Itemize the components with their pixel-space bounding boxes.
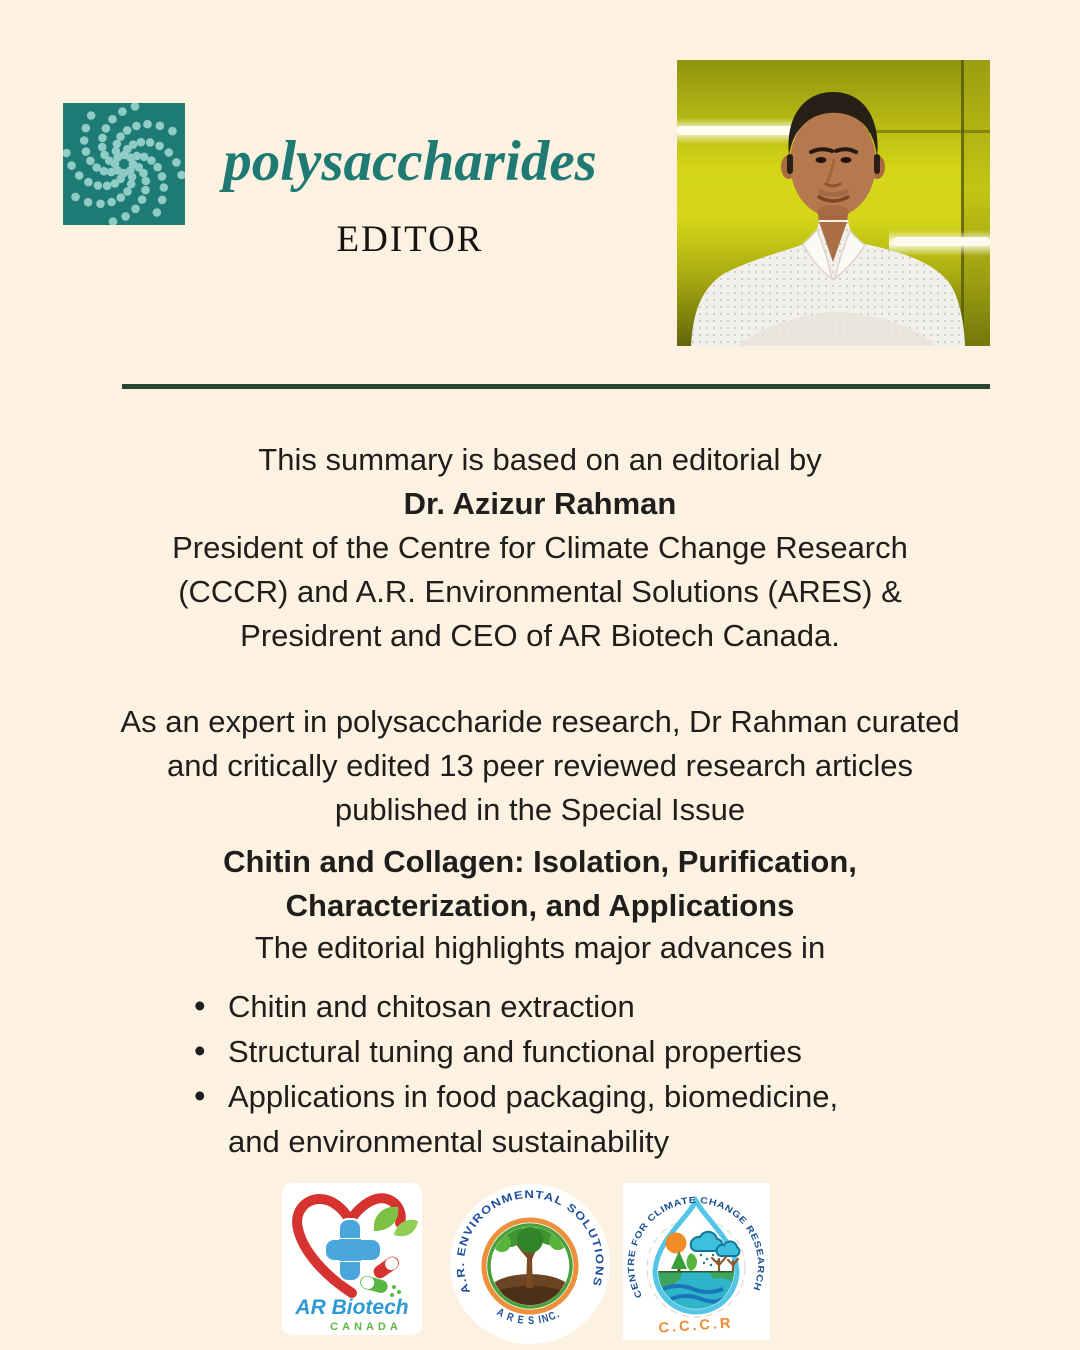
role-label: EDITOR	[336, 219, 484, 260]
panel-line-horizontal	[857, 130, 990, 133]
special-issue-title-line: Characterization, and Applications	[285, 888, 795, 923]
highlights-list	[170, 984, 870, 1164]
ar-biotech-country: CANADA	[330, 1321, 402, 1333]
cccr-acronym: C.C.C.R	[658, 1315, 734, 1337]
special-issue-title-line: Chitin and Collagen: Isolation, Purification,	[223, 844, 857, 879]
editor-name: Dr. Azizur Rahman	[403, 486, 677, 521]
affiliation-line: (CCCR) and A.R. Environmental Solutions (ARES) &	[178, 574, 902, 609]
highlights-intro: The editorial highlights major advances in	[254, 930, 826, 965]
ares-logo-icon	[450, 1184, 610, 1344]
editorial-paragraph	[0, 700, 1080, 832]
panel-line-vertical	[961, 60, 964, 346]
highlight-item: • Applications in food packaging, biomedicine, and environmental sustainability	[170, 1074, 870, 1164]
cccr-arc-text: CENTRE FOR CLIMATE CHANGE RESEARCH	[625, 1194, 767, 1300]
ares-arc-text: A.R. ENVIRONMENTAL SOLUTIONS	[454, 1188, 606, 1296]
light-strip-right	[893, 237, 990, 246]
light-strip-left	[677, 126, 799, 135]
editor-portrait-photo	[677, 60, 990, 346]
highlight-item: • Chitin and chitosan extraction	[170, 984, 870, 1029]
special-issue-title	[0, 840, 1080, 928]
journal-title: polysaccharides	[223, 130, 597, 193]
cccr-logo-icon	[623, 1183, 770, 1340]
sun-icon	[666, 1233, 687, 1254]
intro-line: This summary is based on an editorial by	[258, 442, 822, 477]
affiliation-line: President of the Centre for Climate Change Research	[172, 530, 908, 565]
ar-biotech-logo-icon	[282, 1183, 422, 1335]
summary-block	[0, 438, 1080, 658]
paragraph-line: and critically edited 13 peer reviewed research articles	[166, 748, 914, 783]
paragraph-line: published in the Special Issue	[334, 792, 746, 827]
ar-biotech-wordmark: AR Biotech	[295, 1296, 409, 1319]
ares-bottom-text: A R E S INC.	[494, 1306, 564, 1328]
affiliation-line: Presidrent and CEO of AR Biotech Canada.	[240, 618, 840, 653]
polysaccharides-logo-icon	[63, 103, 185, 225]
paragraph-line: As an expert in polysaccharide research, Dr Rahman curated	[120, 704, 960, 739]
highlight-item: • Structural tuning and functional properties	[170, 1029, 870, 1074]
divider-rule	[122, 384, 990, 389]
